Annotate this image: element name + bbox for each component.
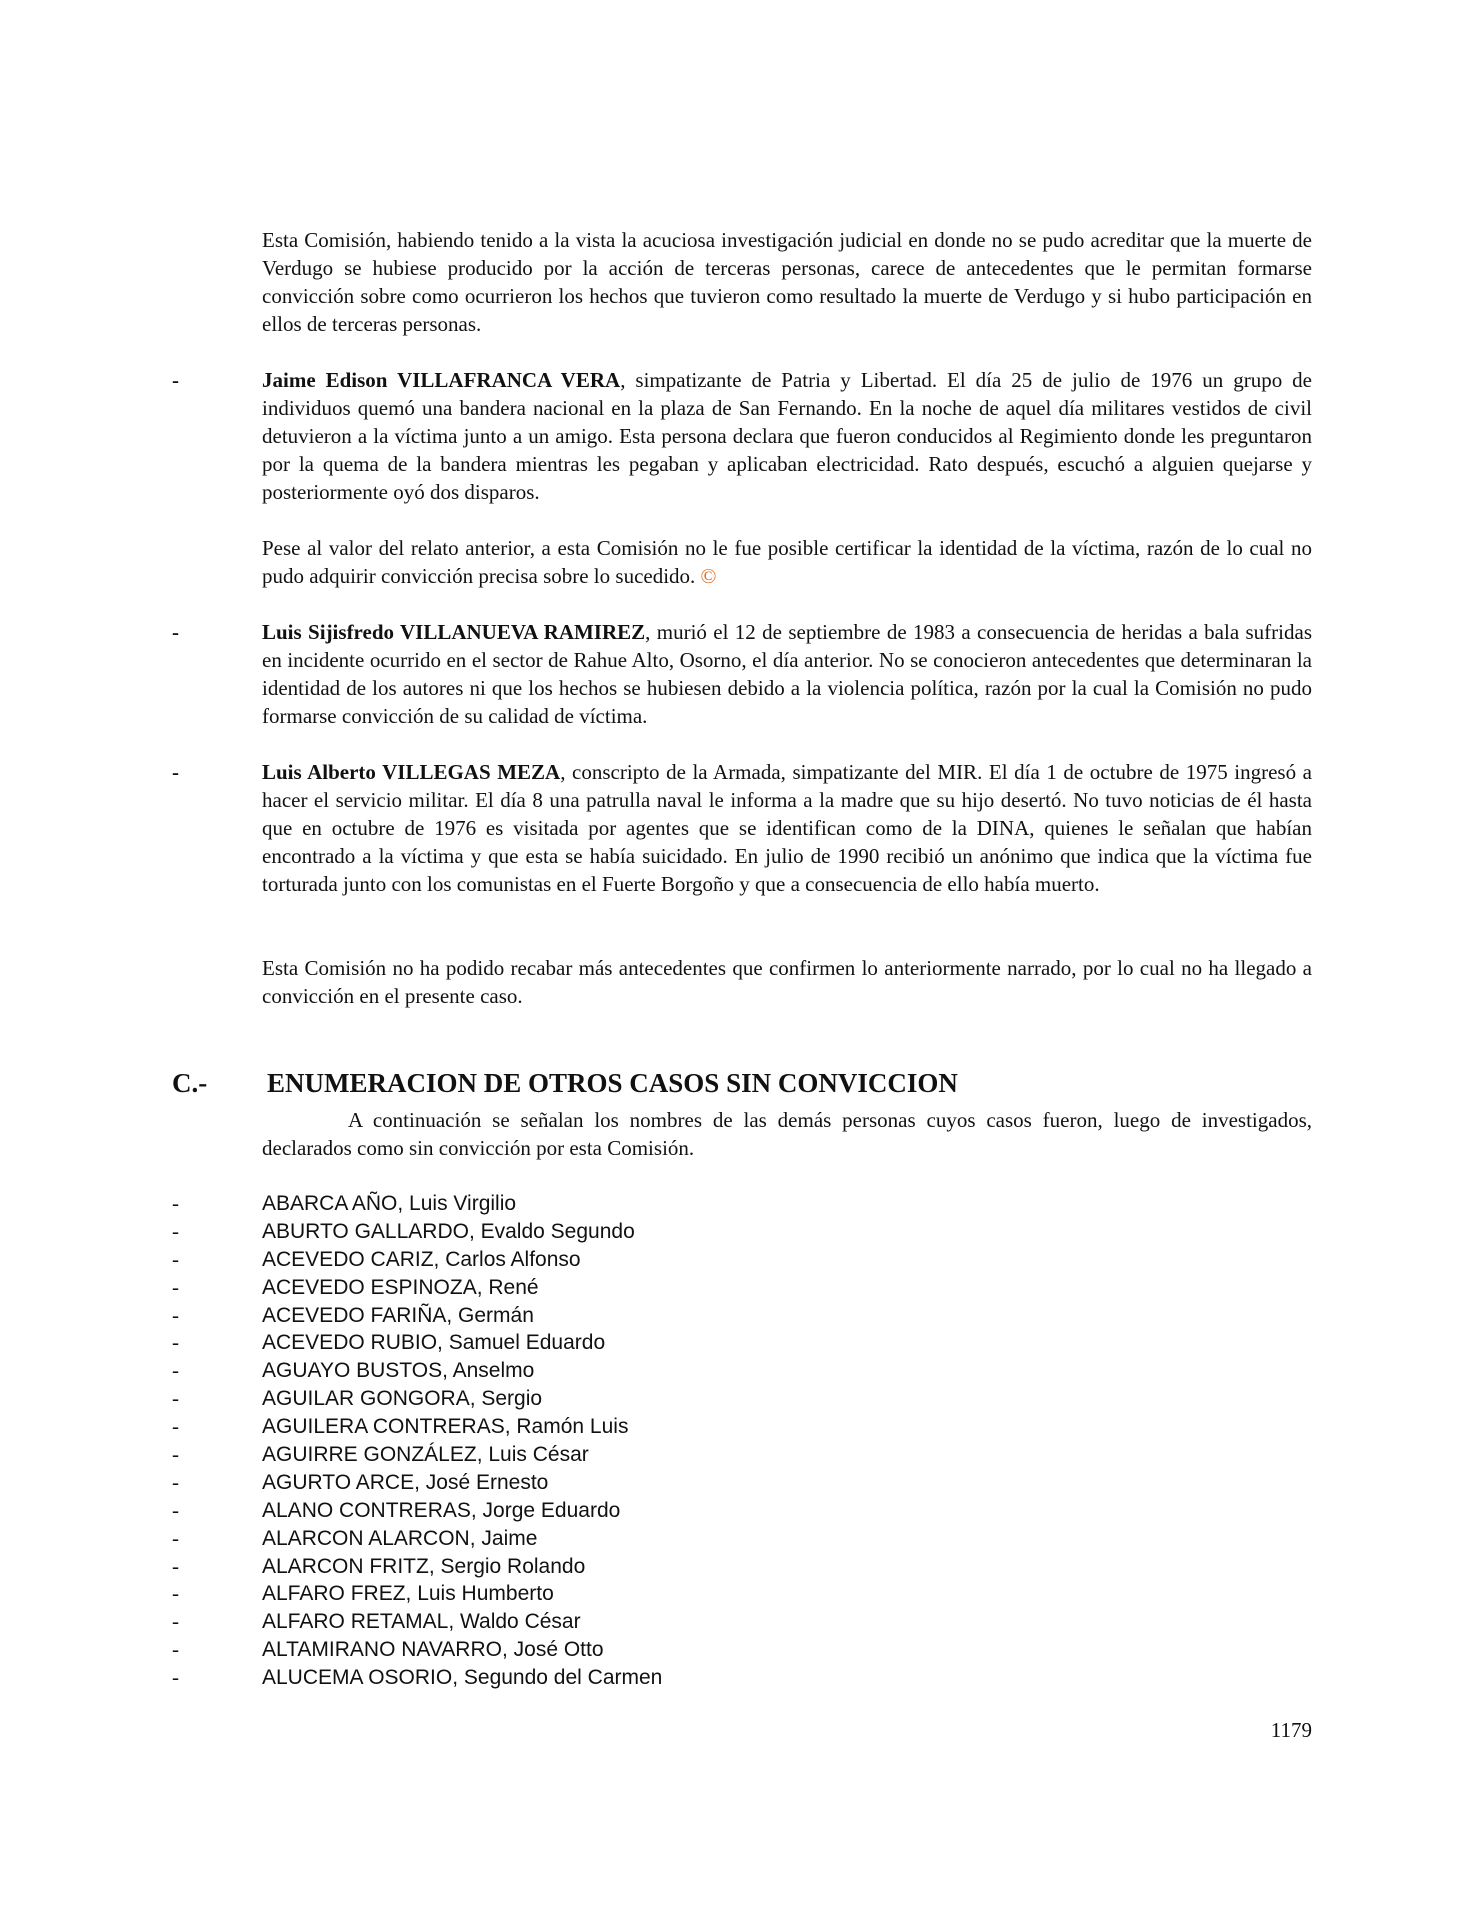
case-text: , murió el 12 de septiembre de 1983 a consecuencia de heridas a bala sufridas en incidente ocurrido en el sector de Rahue Alto, Osorno, el día anterior. No se conocieron antecedentes que determinaran la identidad de los autores ni que los hechos se hubiesen debido a la violencia política, razón por la cual la Comisión no pudo formarse convicción de su calidad de víctima. [262,620,1312,728]
list-item-name: ABARCA AÑO, Luis Virgilio [262,1192,517,1215]
list-item-name: ABURTO GALLARDO, Evaldo Segundo [262,1219,635,1243]
case-villanueva [262,618,1312,730]
list-dash: - [172,1414,179,1439]
list-item [172,1664,972,1692]
list-dash: - [172,1218,179,1243]
list-dash: - [172,1358,179,1383]
list-item [172,1190,972,1218]
list-dash: - [172,1553,179,1578]
case-text: , simpatizante de Patria y Libertad. El día 25 de julio de 1976 un grupo de individuos quemó una bandera nacional en la plaza de San Fernando. En la noche de aquel día militares vestidos de civil detuvieron a la víctima junto a un amigo. Esta persona declara que fueron conducidos al Regimiento donde les preguntaron por la quema de la bandera mientras les pegaban y aplicaban electricidad. Rato después, escuchó a alguien quejarse y posteriormente oyó dos disparos. [262,368,1313,504]
list-dash: - [172,1665,179,1690]
list-item [172,1218,972,1246]
list-dash: - [172,1246,179,1271]
paragraph-villegas-conclusion: Esta Comisión no ha podido recabar más antecedentes que confirmen lo anteriormente narrado, por lo cual no ha llegado a convicción en el presente caso. [262,956,1312,1008]
list-item-name: AGUIRRE GONZÁLEZ, Luis César [262,1443,589,1467]
page-number: 1179 [1270,1718,1312,1742]
list-item-name: AGURTO ARCE, José Ernesto [262,1470,549,1494]
list-dash: - [172,1386,179,1411]
list-item [172,1469,972,1497]
list-dash: - [172,1191,179,1215]
list-item [172,1246,972,1274]
list-item [172,1302,972,1330]
list-item [172,1608,972,1636]
case-dash: - [172,368,179,392]
list-dash: - [172,1637,179,1662]
list-item [172,1497,972,1525]
list-item-name: AGUILAR GONGORA, Sergio [262,1387,543,1411]
list-dash: - [172,1497,179,1522]
case-villegas [262,758,1312,898]
case-name: Jaime Edison VILLAFRANCA VERA [262,368,621,392]
case-name: Luis Alberto VILLEGAS MEZA [262,760,561,784]
list-item-name: ALFARO FREZ, Luis Humberto [262,1582,554,1606]
case-name: Luis Sijisfredo VILLANUEVA RAMIREZ [262,620,646,644]
list-dash: - [172,1469,179,1494]
list-dash: - [172,1330,179,1355]
section-number: C.- [172,1068,208,1098]
section-title: ENUMERACION DE OTROS CASOS SIN CONVICCION [267,1068,958,1098]
list-item [172,1525,972,1553]
list-item-name: ACEVEDO FARIÑA, Germán [262,1303,534,1327]
list-item-name: AGUAYO BUSTOS, Anselmo [262,1359,535,1383]
case-dash: - [172,760,179,784]
list-item-name: ACEVEDO ESPINOZA, René [262,1275,539,1299]
copyright-mark: © [700,564,717,588]
list-item [172,1413,972,1441]
list-item-name: AGUILERA CONTRERAS, Ramón Luis [262,1415,629,1439]
list-item-name: ACEVEDO RUBIO, Samuel Eduardo [262,1331,606,1355]
list-item [172,1357,972,1385]
list-item-name: ALTAMIRANO NAVARRO, José Otto [262,1638,604,1662]
paragraph-verdugo-conclusion: Esta Comisión, habiendo tenido a la vista la acuciosa investigación judicial en donde no se pudo acreditar que la muerte de Verdugo se hubiese producido por la acción de terceras personas, carece de antecedentes que le permitan formarse convicción sobre como ocurrieron los hechos que tuvieron como resultado la muerte de Verdugo y si hubo participación en ellos de terceras personas. [262,228,1312,336]
list-item [172,1553,972,1581]
list-item [172,1580,972,1608]
list-item-name: ALARCON FRITZ, Sergio Rolando [262,1554,586,1578]
list-item-name: ALFARO RETAMAL, Waldo César [262,1610,581,1634]
list-item-name: ACEVEDO CARIZ, Carlos Alfonso [262,1247,581,1271]
list-item-name: ALARCON ALARCON, Jaime [262,1526,538,1550]
list-dash: - [172,1302,179,1327]
list-dash: - [172,1274,179,1299]
list-dash: - [172,1442,179,1467]
paragraph-text: Pese al valor del relato anterior, a esta Comisión no le fue posible certificar la identidad de la víctima, razón de lo cual no pudo adquirir convicción precisa sobre lo sucedido. [262,536,1312,588]
case-text: , conscripto de la Armada, simpatizante del MIR. El día 1 de octubre de 1975 ingresó a hacer el servicio militar. El día 8 una patrulla naval le informa a la madre que su hijo desertó. No tuvo noticias de él hasta que en octubre de 1976 es visitada por agentes que se identifican como de la DINA, quienes le señalan que habían encontrado a la víctima y que esta se había suicidado. En julio de 1990 recibió un anónimo que indica que la víctima fue torturada junto con los comunistas en el Fuerte Borgoño y que a consecuencia de ello había muerto. [262,760,1312,896]
list-dash: - [172,1581,179,1606]
list-dash: - [172,1609,179,1634]
list-dash: - [172,1525,179,1550]
list-item-name: ALUCEMA OSORIO, Segundo del Carmen [262,1666,663,1690]
section-intro: A continuación se señalan los nombres de las demás personas cuyos casos fueron, luego de investigados, declarados como sin convicción por esta Comisión. [262,1108,1312,1160]
case-dash: - [172,620,179,644]
list-item [172,1636,972,1664]
names-list [172,1190,972,1692]
list-item [172,1441,972,1469]
list-item [172,1274,972,1302]
list-item-name: ALANO CONTRERAS, Jorge Eduardo [262,1498,621,1522]
paragraph-villafranca-conclusion [262,534,1312,590]
case-villafranca [262,366,1312,506]
list-item [172,1329,972,1357]
list-item [172,1385,972,1413]
